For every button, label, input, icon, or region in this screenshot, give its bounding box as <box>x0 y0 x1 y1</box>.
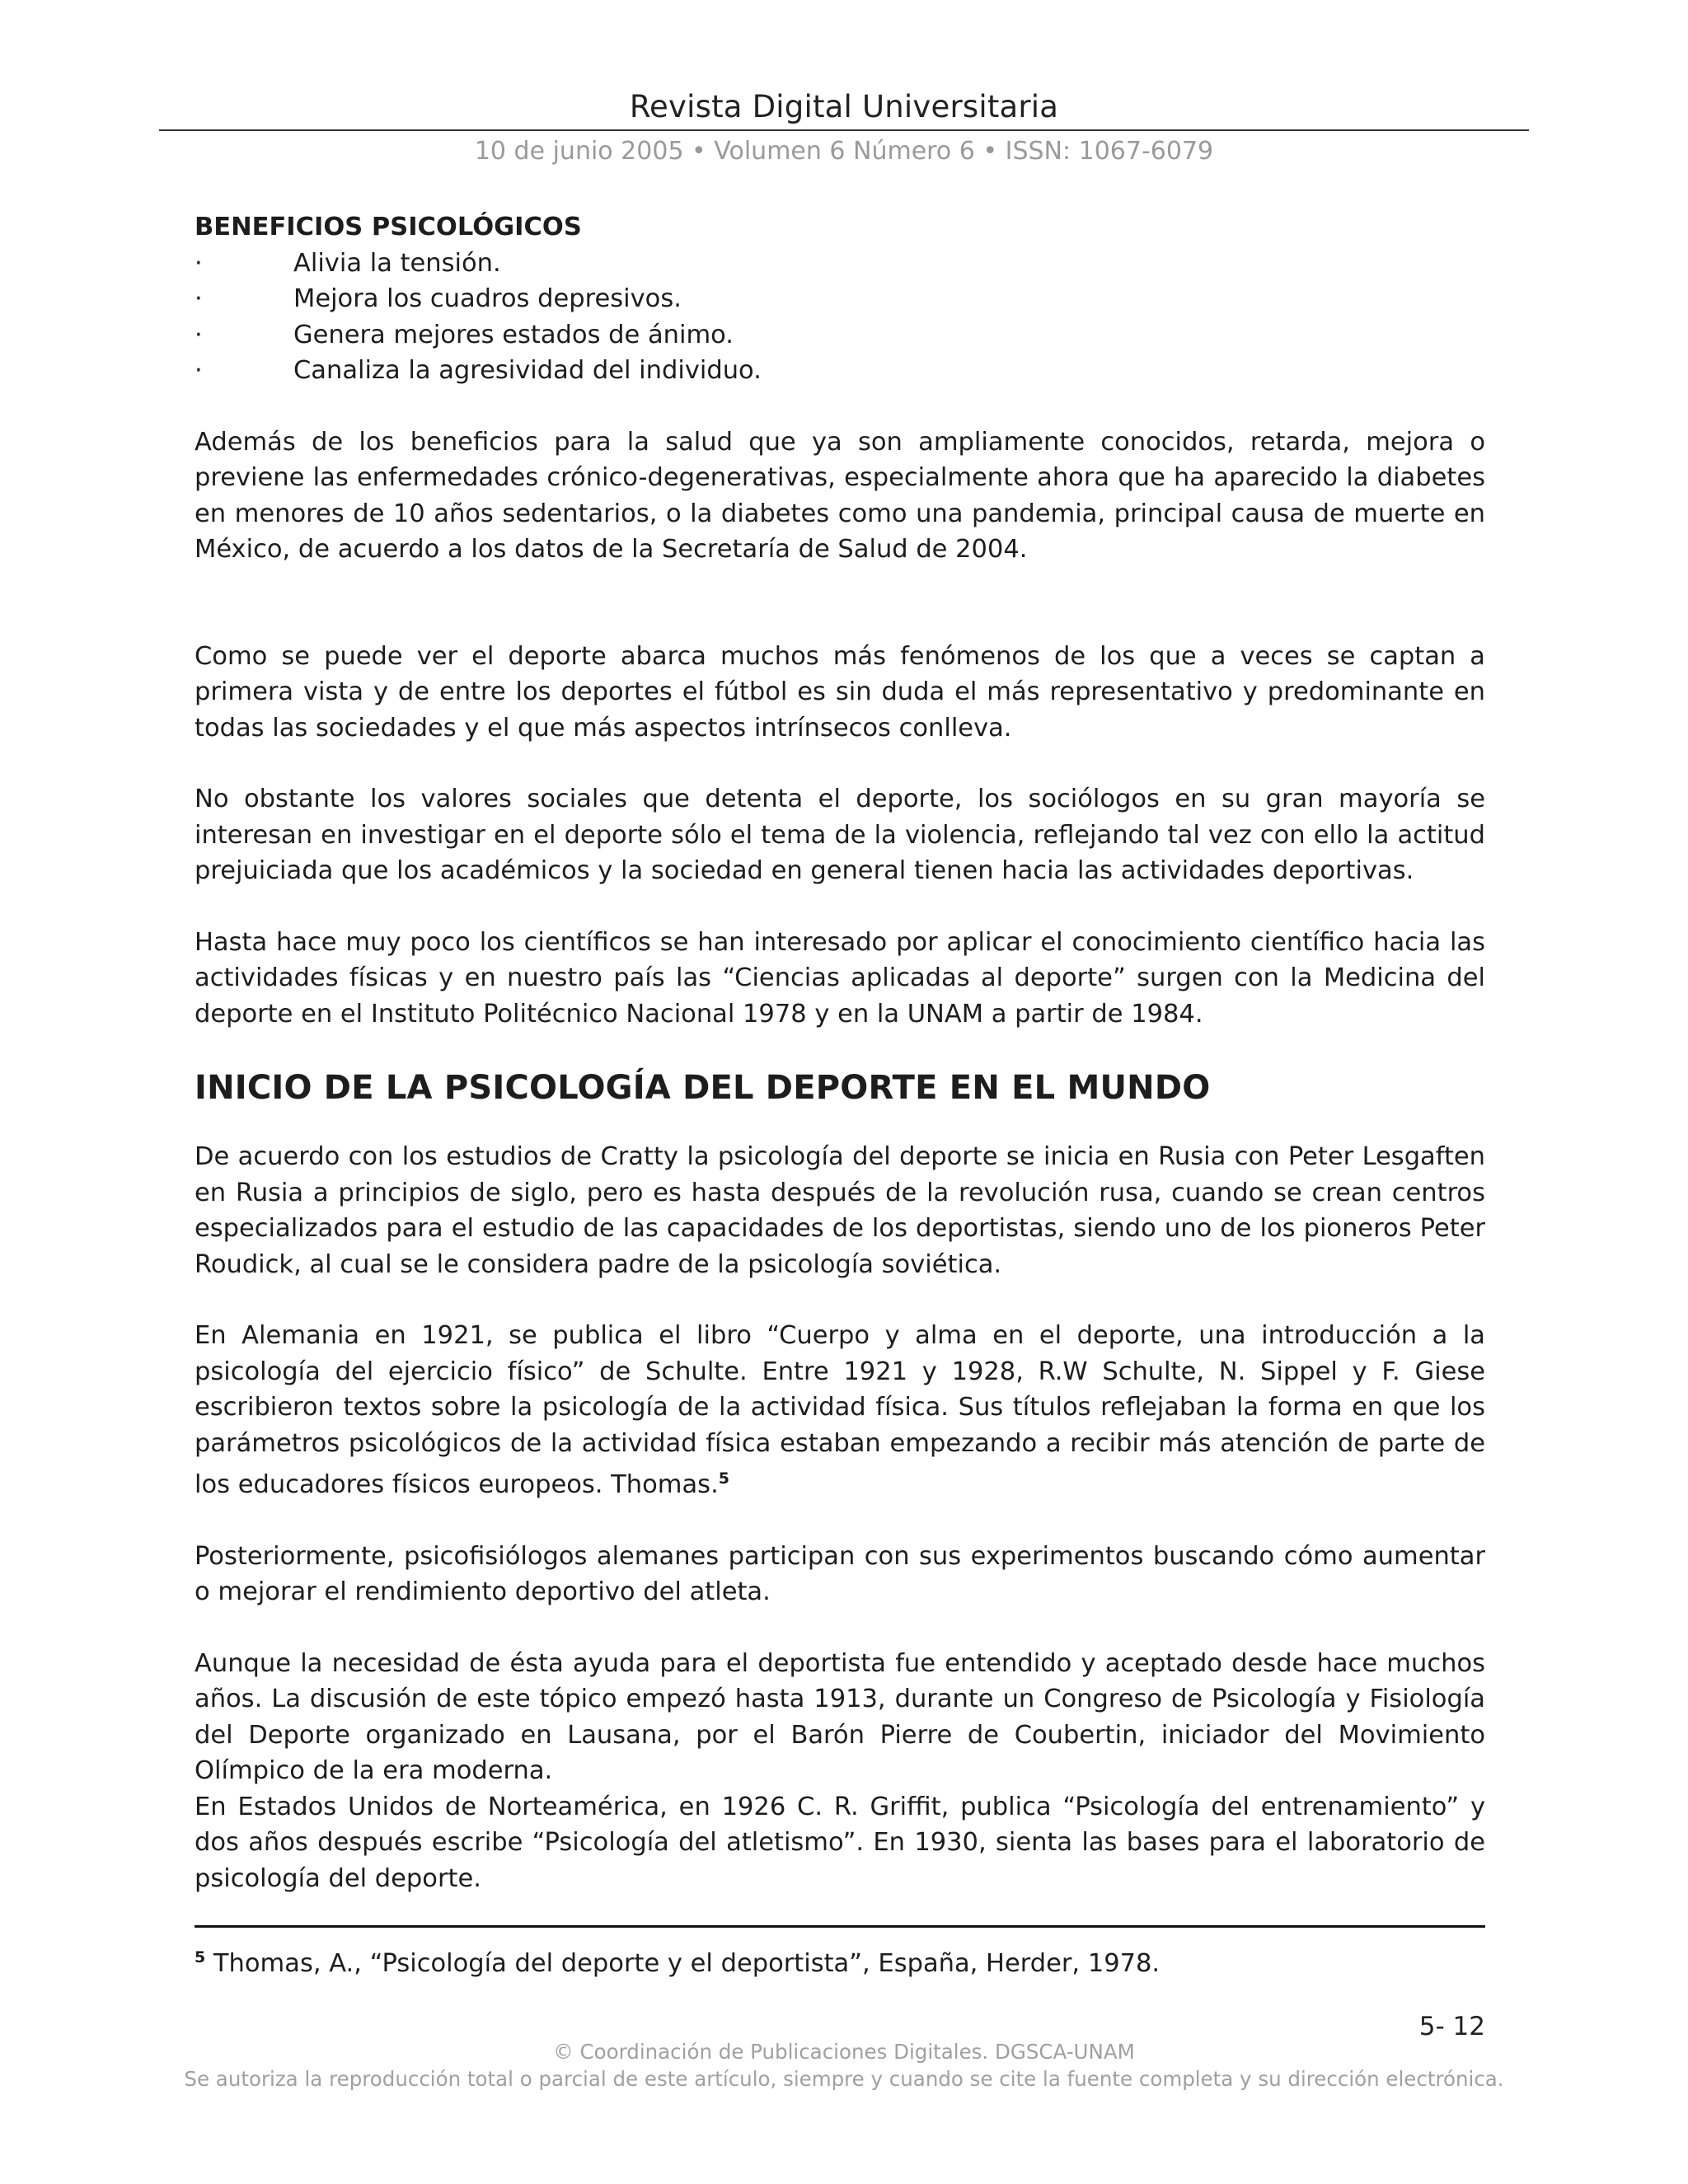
paragraph: En Estados Unidos de Norteamérica, en 1926 C. R. Griffit, publica “Psicología del entrenamiento” y dos años después escribe “Psicología del atletismo”. En 1930, sienta las bases para el laboratorio de psicología del deporte. <box>195 1792 1485 1893</box>
footnote-text: Thomas, A., “Psicología del deporte y el deportista”, España, Herder, 1978. <box>205 1949 1160 1978</box>
section-heading: INICIO DE LA PSICOLOGÍA DEL DEPORTE EN EL MUNDO <box>195 1069 1211 1107</box>
paragraph: No obstante los valores sociales que detenta el deporte, los sociólogos en su gran mayoría se interesan en investigar en el deporte sólo el tema de la violencia, reflejando tal vez con ello la actitud prejuiciada que los académicos y la sociedad en general tienen hacia las actividades deportivas. <box>195 785 1485 885</box>
journal-title: Revista Digital Universitaria <box>629 89 1059 124</box>
footnote <box>195 1940 1485 1981</box>
list-item-text: Canaliza la agresividad del individuo. <box>293 356 762 385</box>
benefits-heading: BENEFICIOS PSICOLÓGICOS <box>195 213 582 241</box>
list-item <box>195 281 1485 317</box>
benefits-list <box>195 246 1485 389</box>
bullet-icon: · <box>195 248 203 278</box>
spacer <box>195 389 1485 424</box>
paragraph: Como se puede ver el deporte abarca muchos más fenómenos de los que a veces se captan a primera vista y de entre los deportes el fútbol es sin duda el más representativo y predominante en todas las sociedades y el que más aspectos intrínsecos conlleva. <box>195 641 1485 743</box>
list-item-text: Genera mejores estados de ánimo. <box>293 320 734 349</box>
paragraph: De acuerdo con los estudios de Cratty la psicología del deporte se inicia en Rusia con Peter Lesgaften en Rusia a principios de siglo, pero es hasta después de la revolución rusa, cuando se crean centros especializados para el estudio de las capacidades de los deportistas, siendo uno de los pioneros Peter Roudick, al cual se le considera padre de la psicología soviética. <box>195 1142 1485 1279</box>
header-divider <box>159 129 1529 131</box>
issue-info: 10 de junio 2005 • Volumen 6 Número 6 • ISSN: 1067-6079 <box>474 137 1214 166</box>
paragraph: Aunque la necesidad de ésta ayuda para el deportista fue entendido y aceptado desde hace muchos años. La discusión de este tópico empezó hasta 1913, durante un Congreso de Psicología y Fisiología del Deporte organizado en Lausana, por el Barón Pierre de Coubertin, iniciador del Movimiento Olímpico de la era moderna. <box>195 1648 1485 1785</box>
list-item <box>195 317 1485 354</box>
article-body <box>195 209 1485 1896</box>
license-notice: Se autoriza la reproducción total o parcial de este artículo, siempre y cuando se cite la fuente completa y su dirección electrónica. <box>184 2067 1504 2091</box>
footnote-divider <box>195 1925 1485 1928</box>
bullet-icon: · <box>195 356 203 385</box>
spacer <box>195 1610 1485 1646</box>
bullet-icon: · <box>195 284 203 313</box>
paragraph: Además de los beneficios para la salud que ya son ampliamente conocidos, retarda, mejora o previene las enfermedades crónico-degenerativas, especialmente ahora que ha aparecido la diabetes en menores de 10 años sedentarios, o la diabetes como una pandemia, principal causa de muerte en México, de acuerdo a los datos de la Secretaría de Salud de 2004. <box>195 427 1485 564</box>
spacer <box>195 1503 1485 1539</box>
spacer <box>195 889 1485 925</box>
footnote-reference[interactable]: 5 <box>718 1469 729 1488</box>
footnote-marker: 5 <box>195 1948 206 1966</box>
paragraph-text: En Alemania en 1921, se publica el libro “Cuerpo y alma en el deporte, una introducción a la psicología del ejercicio físico” de Schulte. Entre 1921 y 1928, R.W Schulte, N. Sippel y F. Giese escribieron textos sobre la psicología de la actividad física. Sus títulos reflejaban la forma en que los parámetros psicológicos de la actividad física estaban empezando a recibir más atención de parte de los educadores físicos europeos. Thomas. <box>195 1321 1485 1499</box>
list-item <box>195 353 1485 389</box>
spacer <box>195 1282 1485 1318</box>
copyright-notice: © Coordinación de Publicaciones Digitales. DGSCA-UNAM <box>553 2040 1135 2064</box>
paragraph <box>195 1318 1485 1503</box>
list-item <box>195 246 1485 282</box>
bullet-icon: · <box>195 320 203 349</box>
paragraph: Posteriormente, psicofisiólogos alemanes participan con sus experimentos buscando cómo aumentar o mejorar el rendimiento deportivo del atleta. <box>195 1541 1485 1606</box>
spacer <box>195 746 1485 781</box>
spacer <box>195 568 1485 639</box>
list-item-text: Alivia la tensión. <box>293 248 501 278</box>
page-number: 5- 12 <box>1418 2012 1485 2041</box>
list-item-text: Mejora los cuadros depresivos. <box>293 284 682 313</box>
paragraph: Hasta hace muy poco los científicos se han interesado por aplicar el conocimiento científico hacia las actividades físicas y en nuestro país las “Ciencias aplicadas al deporte” surgen con la Medicina del deporte en el Instituto Politécnico Nacional 1978 y en la UNAM a partir de 1984. <box>195 927 1485 1029</box>
